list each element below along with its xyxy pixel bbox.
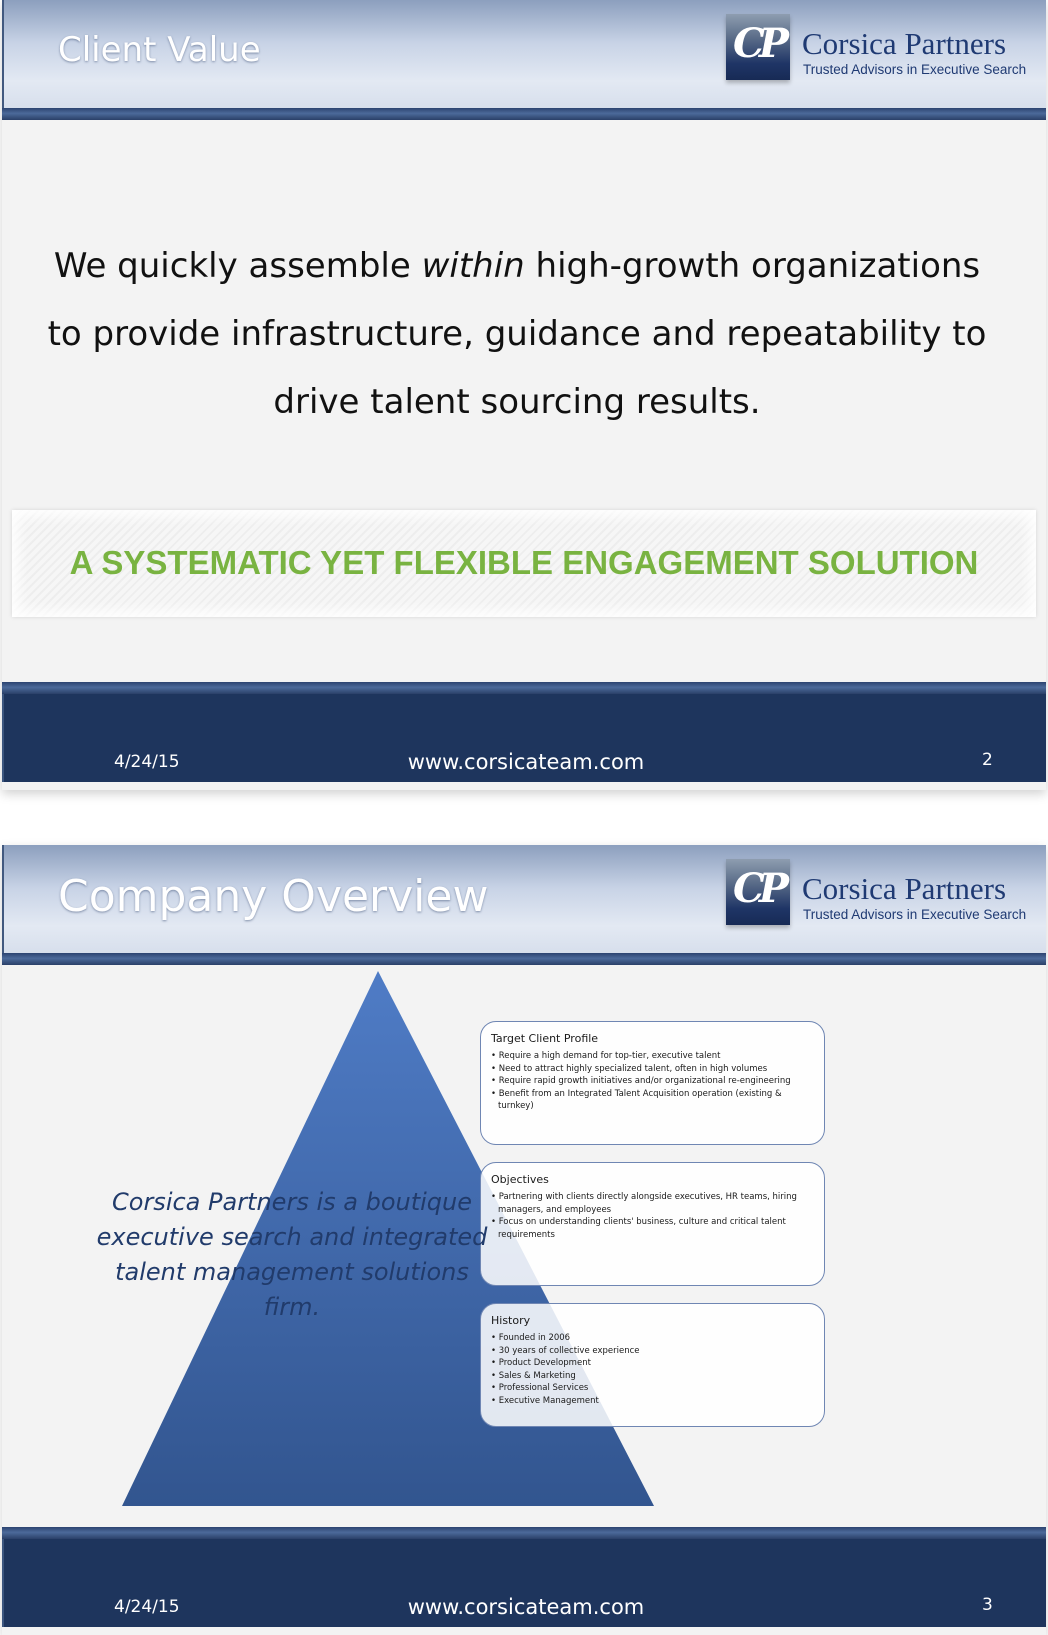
banner-text: A SYSTEMATIC YET FLEXIBLE ENGAGEMENT SOLUTION bbox=[69, 544, 979, 581]
slide-client-value bbox=[2, 0, 1046, 790]
statement-emphasis: within bbox=[421, 246, 525, 286]
list-item: • Need to attract highly specialized talent, often in high volumes bbox=[491, 1063, 814, 1076]
list-item: • Require rapid growth initiatives and/or organizational re-engineering bbox=[491, 1075, 814, 1088]
slide-company-overview bbox=[2, 845, 1046, 1635]
list-item: • 30 years of collective experience bbox=[491, 1345, 814, 1358]
box-title: History bbox=[491, 1314, 531, 1327]
box-title: Objectives bbox=[491, 1173, 549, 1186]
footer-date: 4/24/15 bbox=[114, 752, 180, 772]
statement-text: We quickly assemble bbox=[53, 246, 422, 286]
solution-banner bbox=[12, 510, 1036, 617]
value-statement bbox=[42, 232, 992, 436]
box-list bbox=[491, 1332, 814, 1408]
page-number: 3 bbox=[982, 1595, 993, 1615]
slide-footer bbox=[2, 1539, 1046, 1627]
logo-name: Corsica Partners bbox=[802, 871, 1007, 906]
slide-title: Client Value bbox=[58, 30, 261, 70]
history-box bbox=[480, 1303, 825, 1427]
header-divider bbox=[2, 108, 1046, 120]
footer-divider bbox=[2, 1527, 1046, 1539]
company-description: Corsica Partners is a boutique executive search and integrated talent management solutions firm. bbox=[96, 1188, 488, 1321]
list-item: • Product Development bbox=[491, 1357, 814, 1370]
slide-header bbox=[2, 0, 1046, 108]
list-item: • Founded in 2006 bbox=[491, 1332, 814, 1345]
logo-monogram: CP bbox=[733, 865, 783, 912]
objectives-box bbox=[480, 1162, 825, 1286]
footer-divider bbox=[2, 682, 1046, 694]
statement-line-3: drive talent sourcing results. bbox=[273, 382, 761, 422]
logo-tagline: Trusted Advisors in Executive Search bbox=[803, 62, 1027, 77]
list-item: • Executive Management bbox=[491, 1395, 814, 1408]
box-title: Target Client Profile bbox=[491, 1032, 599, 1045]
page-number: 2 bbox=[982, 750, 993, 770]
target-client-profile-box bbox=[480, 1021, 825, 1145]
logo-mark-icon bbox=[726, 14, 790, 80]
footer-url[interactable]: www.corsicateam.com bbox=[407, 750, 645, 774]
statement-line-2: to provide infrastructure, guidance and repeatability to bbox=[47, 314, 987, 354]
slide-footer bbox=[2, 694, 1046, 782]
logo-monogram: CP bbox=[733, 20, 783, 67]
logo-name: Corsica Partners bbox=[802, 26, 1007, 61]
list-item: • Require a high demand for top-tier, executive talent bbox=[491, 1050, 814, 1063]
statement-line-1 bbox=[42, 232, 992, 300]
box-list bbox=[491, 1050, 814, 1113]
footer-date: 4/24/15 bbox=[114, 1597, 180, 1617]
slide-title: Company Overview bbox=[58, 871, 489, 922]
list-item: • Benefit from an Integrated Talent Acquisition operation (existing & turnkey) bbox=[491, 1088, 814, 1113]
list-item: • Focus on understanding clients' business, culture and critical talent requirements bbox=[491, 1216, 814, 1241]
company-logo bbox=[726, 14, 1031, 94]
list-item: • Sales & Marketing bbox=[491, 1370, 814, 1383]
list-item: • Professional Services bbox=[491, 1382, 814, 1395]
footer-url[interactable]: www.corsicateam.com bbox=[407, 1595, 645, 1619]
statement-text: high-growth organizations bbox=[524, 246, 981, 286]
box-list bbox=[491, 1191, 814, 1241]
logo-tagline: Trusted Advisors in Executive Search bbox=[803, 907, 1027, 922]
list-item: • Partnering with clients directly alongside executives, HR teams, hiring managers, and employees bbox=[491, 1191, 814, 1216]
